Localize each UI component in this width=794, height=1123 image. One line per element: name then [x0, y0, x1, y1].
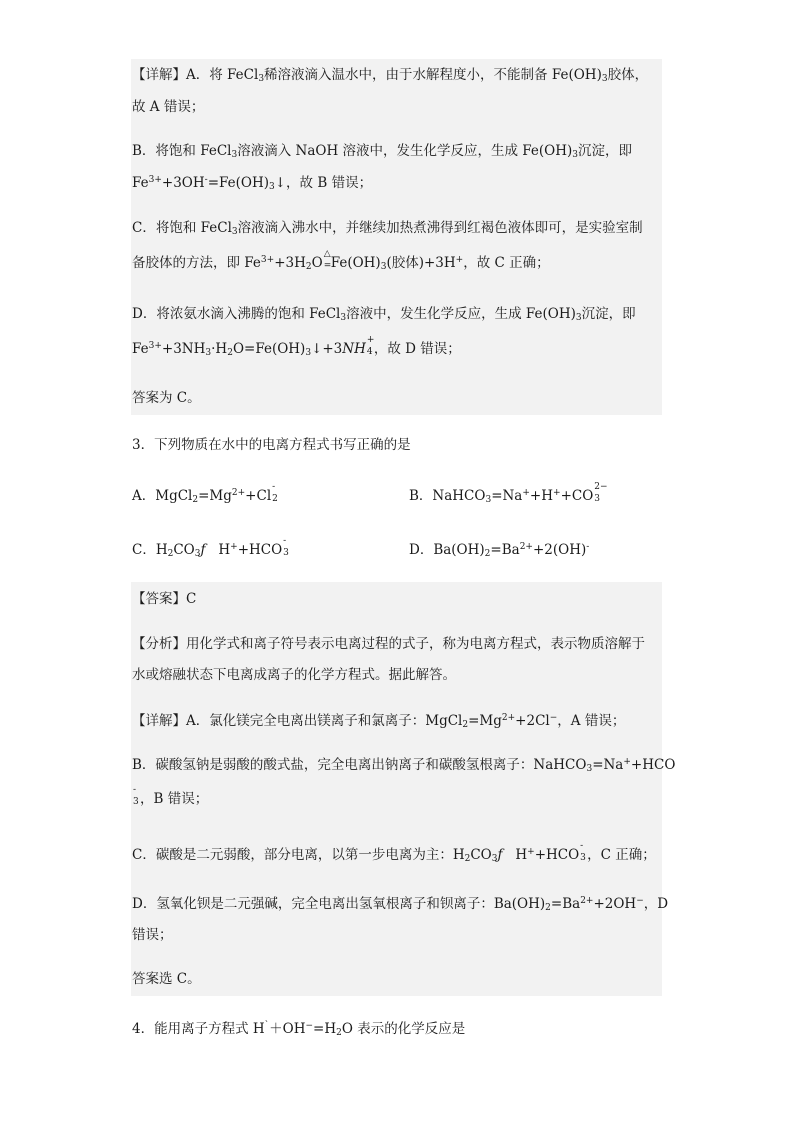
q3-answer: 【答案】C [132, 591, 197, 607]
q3-analysis-line1: 【分析】用化学式和离子符号表示电离过程的式子，称为电离方程式，表示物质溶解于 [132, 636, 645, 652]
bicarbonate-charge: - 3 [283, 536, 289, 558]
q4-stem: 4．能用离子方程式 $H^`+OH^-=H_2O$ 表示的化学反应是 [132, 1021, 466, 1038]
q2-detail-b-line1: B．将饱和 FeCl$_3$溶液滴入 NaOH 溶液中，发生化学反应，生成 $Fe(OH)_3$沉淀，即 [132, 143, 633, 160]
chloride-charge: - 2 [272, 482, 278, 504]
q2-detail-a-line1: 【详解】A．将 FeCl$_3$稀溶液滴入温水中，由于水解程度小，不能制备 $Fe(OH)_3$胶体， [132, 67, 649, 84]
q3-option-b: B．NaHCO$_3$=Na++H++CO 2− 3 [409, 482, 608, 505]
q2-detail-b-line2: $Fe^{3+}+3OH^-=Fe(OH)_3↓$，故 B 错误； [132, 175, 373, 192]
q3-option-c: C．$H_2CO_3ƒ$ H++HCO - 3 [132, 536, 289, 559]
q3-answer-line: 答案选 C。 [132, 971, 201, 987]
q3-analysis-line2: 水或熔融状态下电离成离子的化学方程式。据此解答。 [132, 667, 456, 683]
ammonium-charge: + 4 [366, 335, 375, 357]
bicarbonate-charge-wrapped: - 3 [133, 785, 139, 807]
q2-detail-c-line2: 备胶体的方法，即 $Fe^{3+}+3H_2O$ △ = $Fe(OH)_3$(胶体)+3H+，故 C 正确； [132, 249, 550, 272]
q3-detail-d-line2: 错误； [132, 927, 173, 943]
q2-detail-a-line2: 故 A 错误； [132, 99, 205, 115]
q2-detail-d-line2: $Fe^{3+}+3NH_3\cdot H_2O=Fe(OH)_3↓+3NH$ + 4 ，故 D 错误； [132, 335, 461, 358]
q2-answer-line: 答案为 C。 [132, 390, 201, 406]
q3-detail-a: 【详解】A．氯化镁完全电离出镁离子和氯离子：$MgCl_2=Mg^{2+}+2Cl^-$，A 错误； [132, 713, 626, 730]
bicarbonate-charge-detail: - 3 [580, 841, 586, 863]
q3-option-d: D．$Ba(OH)_2=Ba^{2+}+2(OH)^-$ [409, 542, 590, 559]
q3-detail-d-line1: D．氢氧化钡是二元强碱，完全电离出氢氧根离子和钡离子：$Ba(OH)_2=Ba^{2+}+2OH^-$，D [132, 896, 669, 913]
q2-solution-block [131, 59, 662, 415]
q3-detail-c: C．碳酸是二元弱酸，部分电离，以第一步电离为主：$H_2CO_3ƒ$ H++HCO - 3 ，C 正确； [132, 841, 656, 864]
q3-option-a: A．$MgCl_2=Mg^{2+}+Cl$ - 2 [132, 482, 278, 505]
heating-equals-sign: △ = [323, 249, 332, 271]
q2-detail-d-line1: D．将浓氨水滴入沸腾的饱和 FeCl$_3$溶液中，发生化学反应，生成 $Fe(OH)_3$沉淀，即 [132, 306, 636, 323]
q3-detail-b-line1: B．碳酸氢钠是弱酸的酸式盐，完全电离出钠离子和碳酸氢根离子：NaHCO$_3$=Na++HCO [132, 757, 676, 774]
q3-stem: 3．下列物质在水中的电离方程式书写正确的是 [132, 437, 411, 453]
carbonate-charge: 2− 3 [594, 482, 608, 504]
q2-detail-c-line1: C．将饱和 FeCl$_3$溶液滴入沸水中，并继续加热煮沸得到红褐色液体即可，是实验室制 [132, 220, 643, 237]
q3-detail-b-line2: - 3 ，B 错误； [133, 785, 209, 807]
